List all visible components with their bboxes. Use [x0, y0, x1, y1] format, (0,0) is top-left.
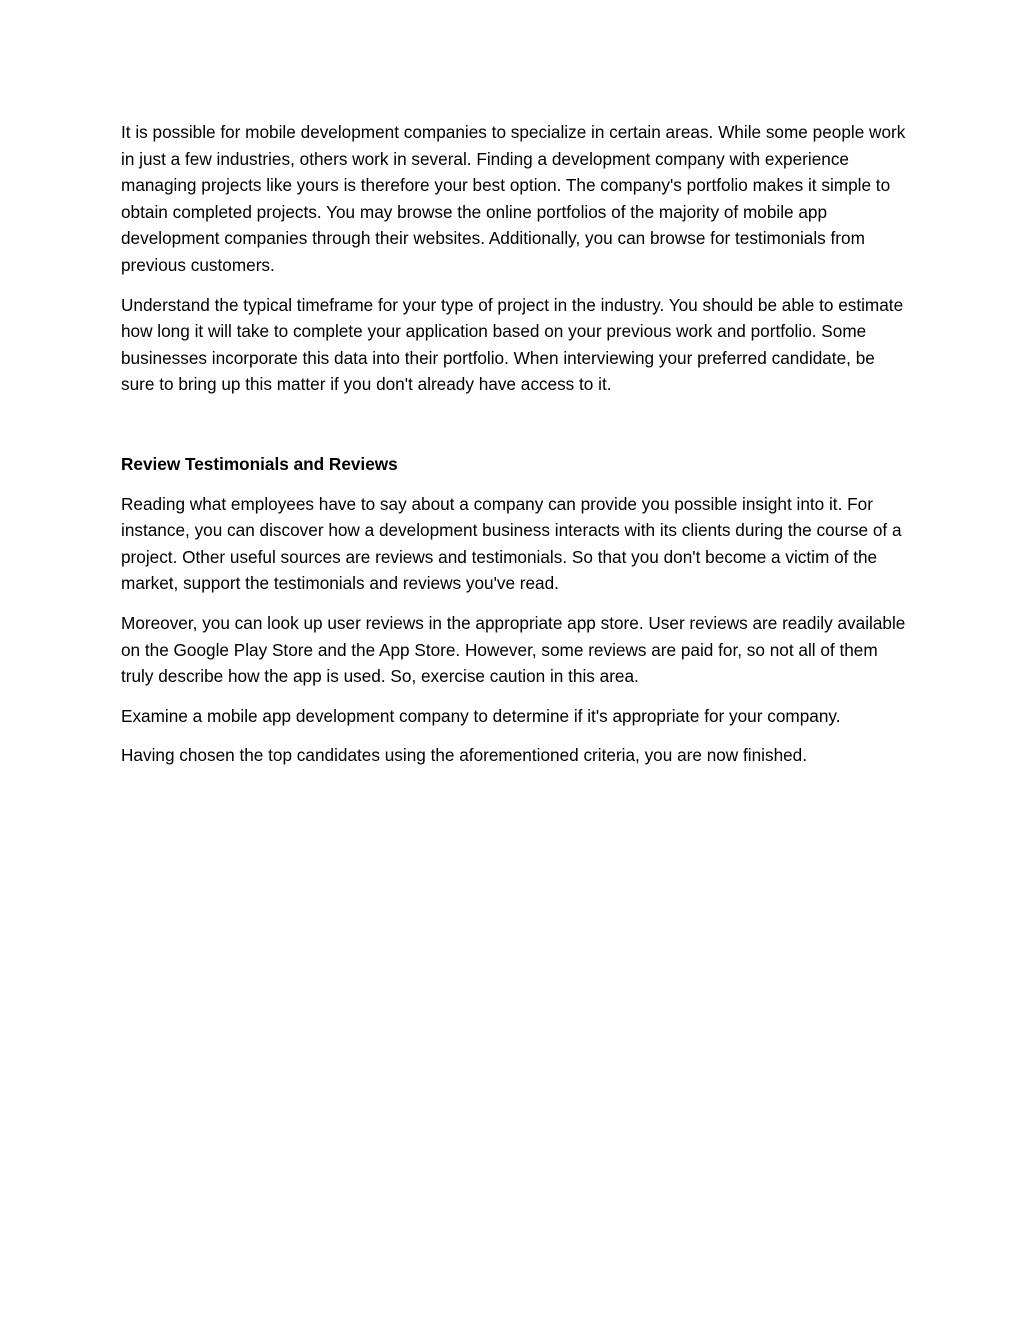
paragraph-conclusion: Having chosen the top candidates using the aforementioned criteria, you are now finished.: [121, 745, 808, 766]
document-body: [121, 119, 907, 782]
paragraph-employee-insight: Reading what employees have to say about a company can provide you possible insight into it. For instance, you can discover how a development business interacts with its clients during the course of a project. Other useful sources are reviews and testimonials. So that you don't become a victim of the market, support the testimonials and reviews you've read.: [121, 493, 902, 594]
paragraph-timeframe: Understand the typical timeframe for your type of project in the industry. You should be able to estimate how long it will take to complete your application based on your previous work and portfolio. Some businesses incorporate this data into their portfolio. When interviewing your preferred candidate, be sure to bring up this matter if you don't already have access to it.: [121, 294, 904, 395]
section-heading: Review Testimonials and Reviews: [121, 453, 398, 474]
paragraph-specialization: It is possible for mobile development companies to specialize in certain areas. While some people work in just a few industries, others work in several. Finding a development company with experience managing projects like yours is therefore your best option. The company's portfolio makes it simple to obtain completed projects. You may browse the online portfolios of the majority of mobile app development companies through their websites. Additionally, you can browse for testimonials from previous customers.: [121, 122, 906, 275]
paragraph-app-store-reviews: Moreover, you can look up user reviews in the appropriate app store. User reviews are readily available on the Google Play Store and the App Store. However, some reviews are paid for, so not all of them truly describe how the app is used. So, exercise caution in this area.: [121, 612, 906, 687]
section-spacer: [121, 411, 907, 451]
paragraph-examine-company: Examine a mobile app development company to determine if it's appropriate for your company.: [121, 705, 841, 726]
